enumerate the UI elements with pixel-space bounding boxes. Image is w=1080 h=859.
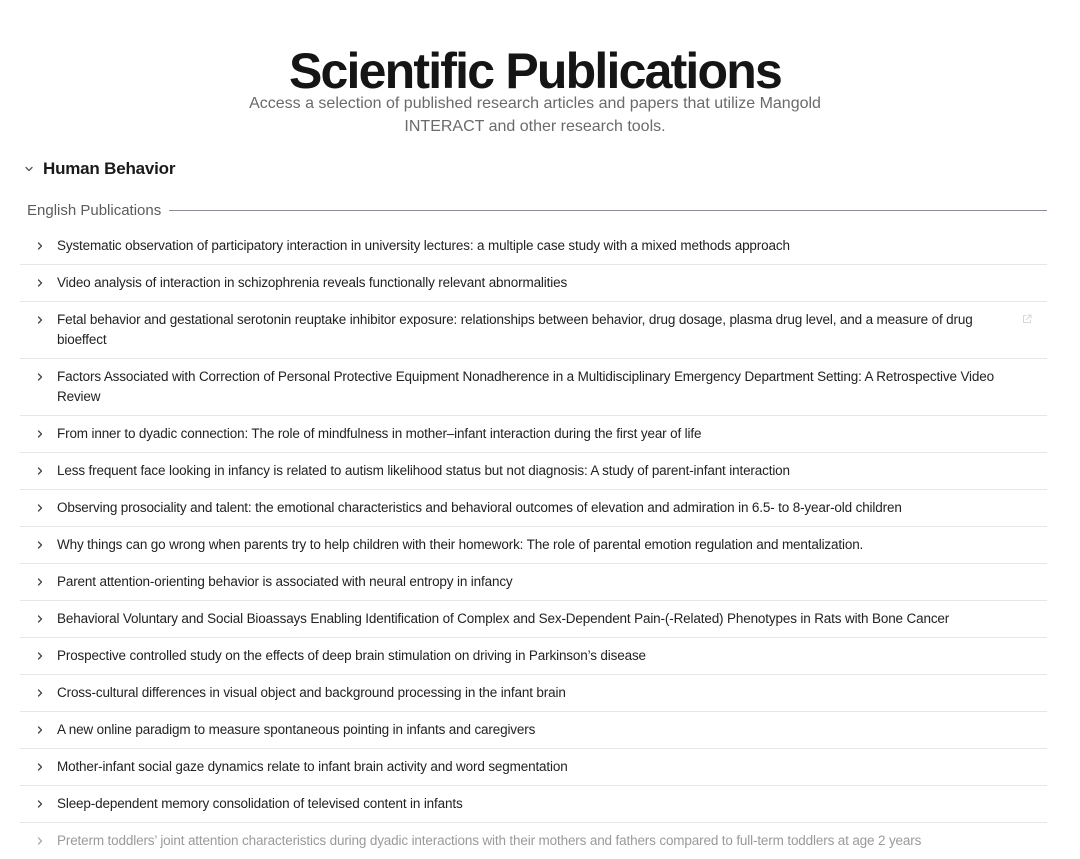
subsection-label: English Publications [27, 201, 162, 219]
section-toggle-human-behavior[interactable] [22, 157, 175, 181]
publication-title: Preterm toddlers’ joint attention characteristics during dyadic interactions with their mothers and fathers compared to full-term toddlers at age 2 years [57, 833, 922, 848]
publication-item[interactable] [20, 527, 1047, 564]
publication-item[interactable] [20, 302, 1047, 359]
publication-item[interactable] [20, 638, 1047, 675]
page-subtitle: Access a selection of published research articles and papers that utilize Mangold INTERACT and other research tools. [249, 95, 821, 135]
publication-item[interactable] [20, 228, 1047, 265]
chevron-right-icon [36, 831, 48, 851]
publication-item[interactable] [20, 823, 1047, 859]
publication-title: Fetal behavior and gestational serotonin reuptake inhibitor exposure: relationships between behavior, drug dosage, plasma drug level, and a measure of drug bioeffect [57, 312, 973, 347]
subsection-divider [169, 210, 1047, 211]
chevron-right-icon [36, 498, 48, 518]
publication-title: A new online paradigm to measure spontaneous pointing in infants and caregivers [57, 722, 536, 737]
publication-item[interactable] [20, 564, 1047, 601]
publication-title: Parent attention-orienting behavior is associated with neural entropy in infancy [57, 574, 513, 589]
publication-item[interactable] [20, 490, 1047, 527]
publication-title: From inner to dyadic connection: The role of mindfulness in mother–infant interaction during the first year of life [57, 426, 702, 441]
subsection-header [27, 199, 1047, 221]
publication-title: Observing prosociality and talent: the emotional characteristics and behavioral outcomes of elevation and admiration in 6.5- to 8-year-old children [57, 500, 902, 515]
publication-title: Cross-cultural differences in visual object and background processing in the infant brain [57, 685, 566, 700]
publication-item[interactable] [20, 265, 1047, 302]
publication-title: Behavioral Voluntary and Social Bioassays Enabling Identification of Complex and Sex-Dependent Pain-(-Related) Phenotypes in Rats with Bone Cancer [57, 611, 950, 626]
chevron-right-icon [36, 794, 48, 814]
chevron-right-icon [36, 683, 48, 703]
chevron-right-icon [36, 609, 48, 629]
publication-title: Video analysis of interaction in schizophrenia reveals functionally relevant abnormalities [57, 275, 568, 290]
chevron-right-icon [36, 367, 48, 387]
publication-item[interactable] [20, 453, 1047, 490]
publication-item[interactable] [20, 749, 1047, 786]
publication-item[interactable] [20, 675, 1047, 712]
publication-title: Sleep-dependent memory consolidation of televised content in infants [57, 796, 463, 811]
page-title: Scientific Publications [288, 42, 782, 99]
chevron-right-icon [36, 273, 48, 293]
publication-title: Mother-infant social gaze dynamics relate to infant brain activity and word segmentation [57, 759, 568, 774]
chevron-right-icon [36, 535, 48, 555]
chevron-right-icon [36, 720, 48, 740]
chevron-right-icon [36, 310, 48, 330]
chevron-right-icon [36, 424, 48, 444]
publication-item[interactable] [20, 359, 1047, 416]
chevron-right-icon [36, 461, 48, 481]
external-link-icon[interactable] [1021, 311, 1033, 323]
chevron-right-icon [36, 572, 48, 592]
publication-title: Less frequent face looking in infancy is related to autism likelihood status but not diagnosis: A study of parent-infant interaction [57, 463, 790, 478]
chevron-right-icon [36, 646, 48, 666]
chevron-right-icon [36, 757, 48, 777]
publication-item[interactable] [20, 416, 1047, 453]
chevron-right-icon [36, 236, 48, 256]
publication-title: Prospective controlled study on the effects of deep brain stimulation on driving in Parkinson’s disease [57, 648, 646, 663]
publication-list [20, 228, 1047, 859]
publication-item[interactable] [20, 786, 1047, 823]
chevron-down-icon [22, 162, 36, 176]
publication-item[interactable] [20, 601, 1047, 638]
publication-item[interactable] [20, 712, 1047, 749]
publication-title: Systematic observation of participatory interaction in university lectures: a multiple case study with a mixed methods approach [57, 238, 790, 253]
section-title: Human Behavior [43, 159, 176, 178]
publication-title: Why things can go wrong when parents try to help children with their homework: The role of parental emotion regulation and mentalization. [57, 537, 864, 552]
publication-title: Factors Associated with Correction of Personal Protective Equipment Nonadherence in a Multidisciplinary Emergency Department Setting: A Retrospective Video Review [57, 369, 994, 404]
